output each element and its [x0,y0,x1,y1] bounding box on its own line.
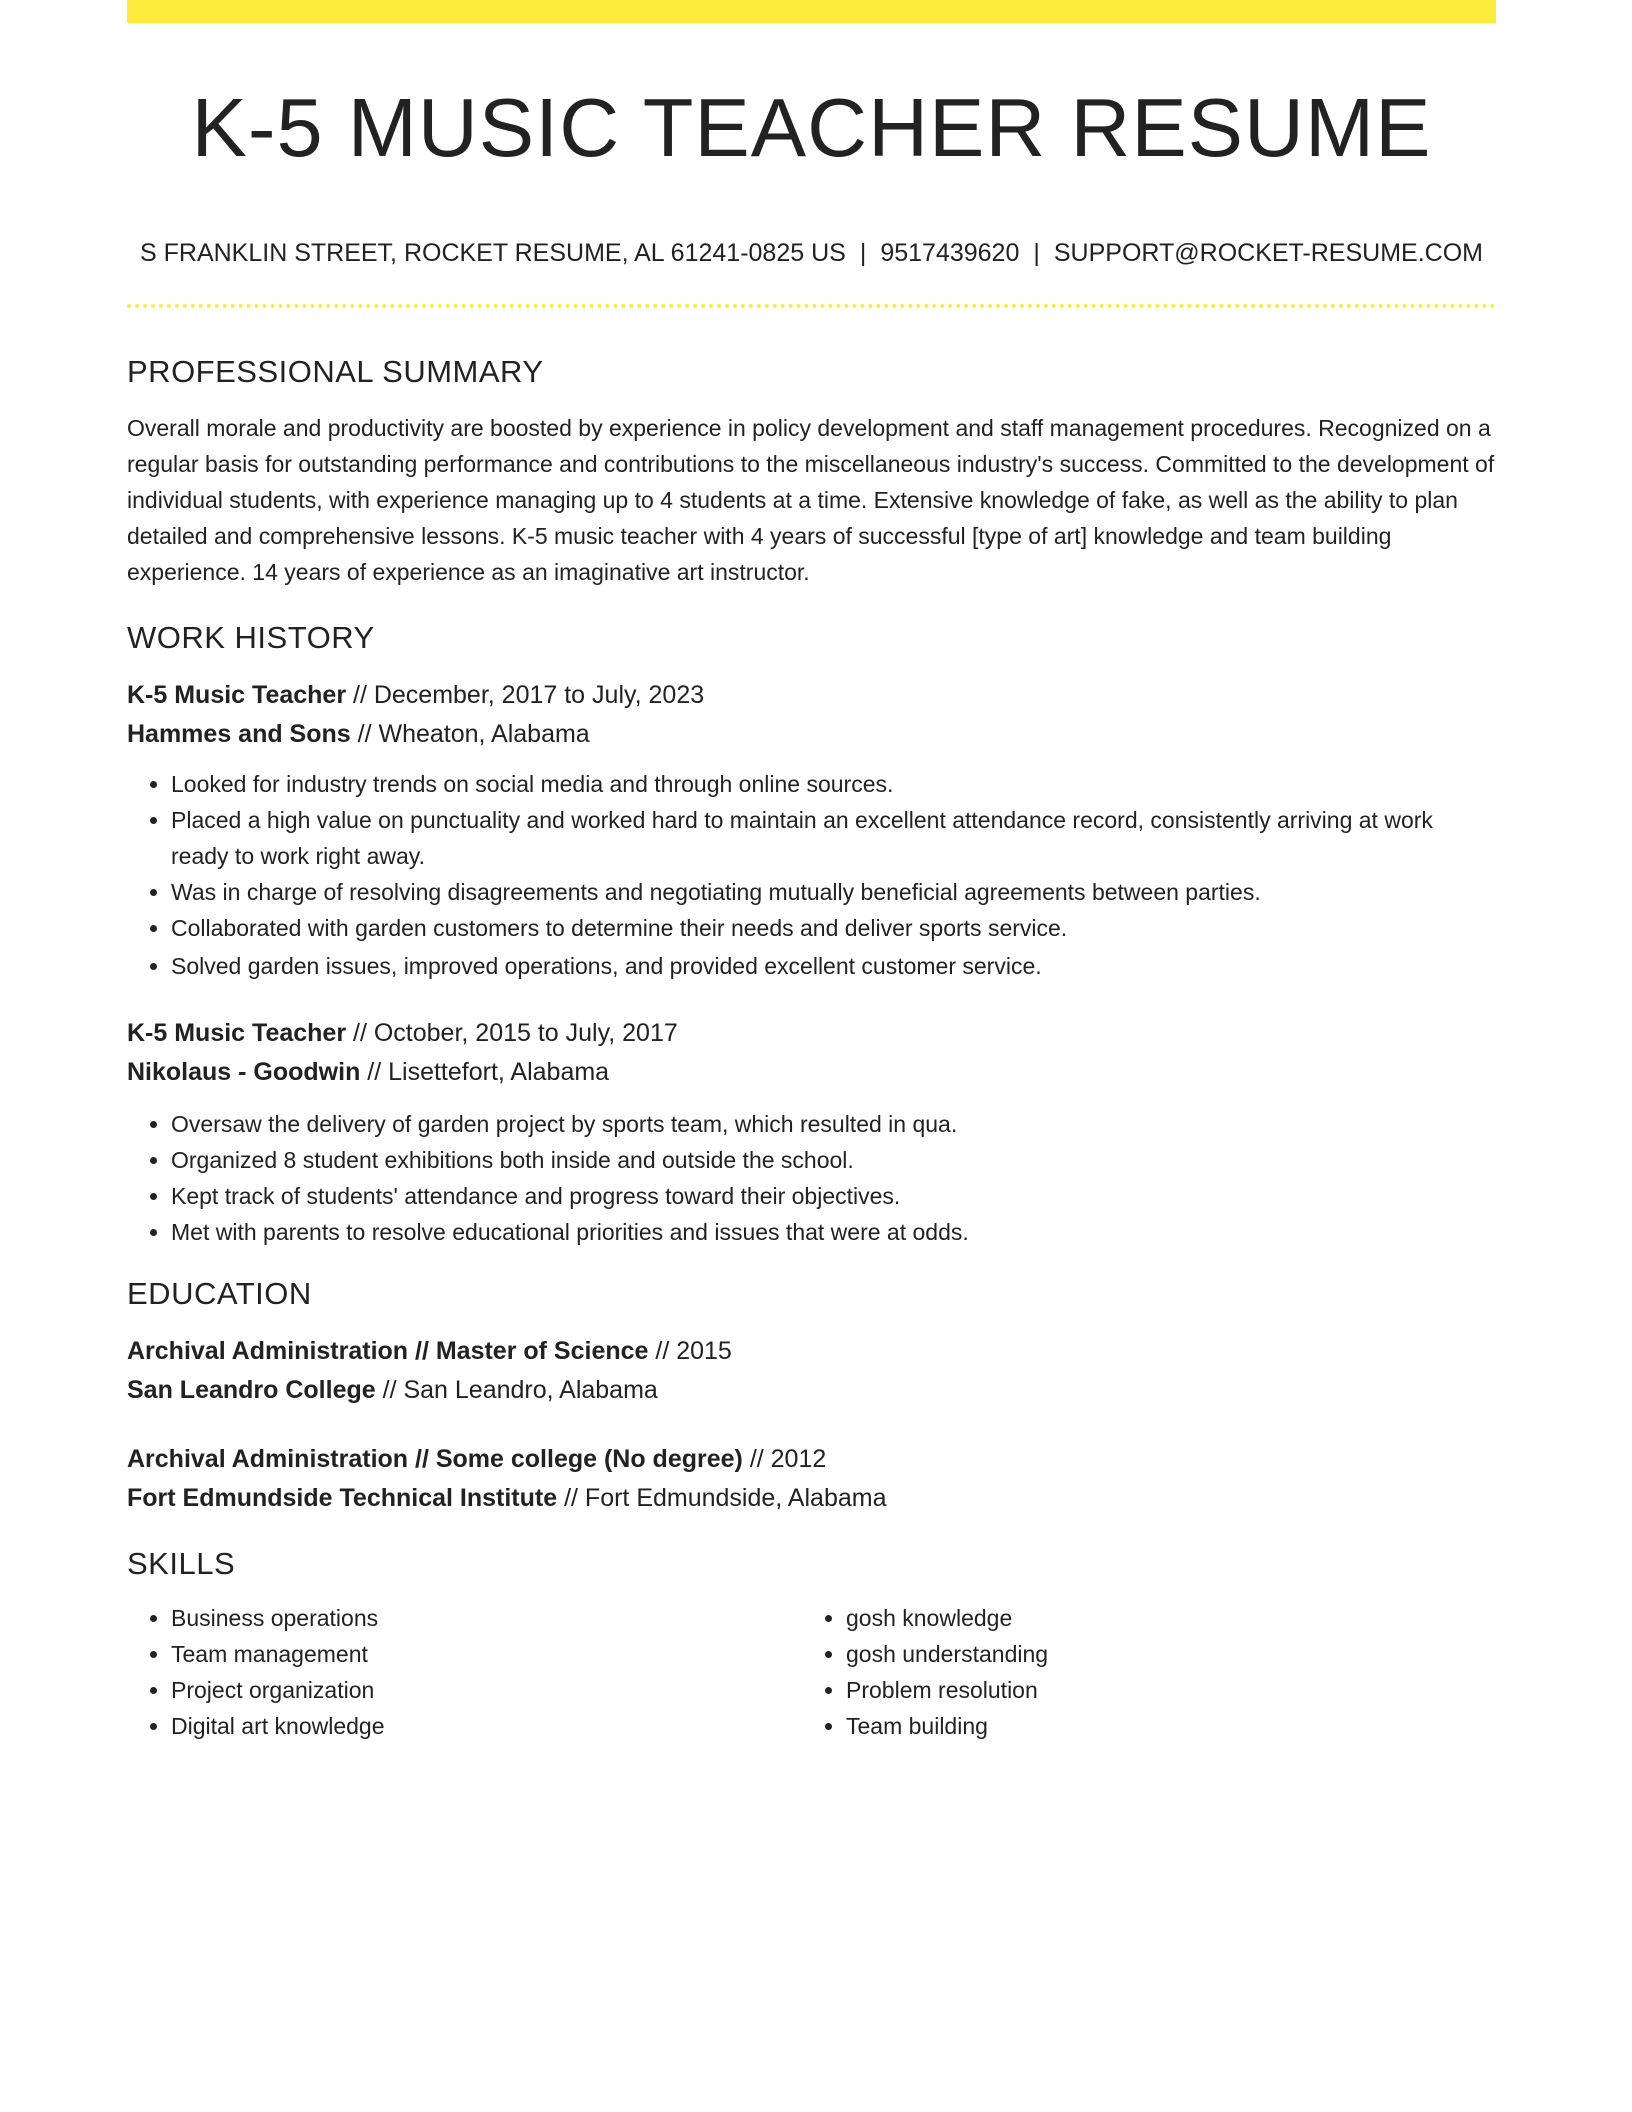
graduation-year: // 2012 [742,1445,827,1473]
skill-item: • gosh knowledge [846,1600,1477,1636]
list-item: • Placed a high value on punctuality and worked hard to maintain an excellent attendance record, consistently arriving at work ready to work right away. [171,802,1496,874]
job-dates: // October, 2015 to July, 2017 [346,1019,678,1047]
job-location: // Wheaton, Alabama [350,720,590,748]
job-dates: // December, 2017 to July, 2023 [346,681,705,709]
education-entry [127,1440,1496,1518]
skill-item: • Team management [171,1636,802,1672]
education-section [127,1274,1496,1518]
work-history-section [127,618,1496,1250]
school-location: // Fort Edmundside, Alabama [557,1484,887,1512]
skills-list [127,1600,802,1744]
degree: Archival Administration // Master of Science [127,1337,649,1365]
skill-item: • Problem resolution [846,1672,1477,1708]
job-duties-list [127,1106,1496,1250]
contact-separator: | [859,239,867,267]
skill-item: • Team building [846,1708,1477,1744]
list-item: • Solved garden issues, improved operations, and provided excellent customer service. [171,948,1496,984]
summary-heading: PROFESSIONAL SUMMARY [127,354,544,389]
list-item: • Collaborated with garden customers to determine their needs and deliver sports service. [171,910,1496,946]
skills-column-right [802,1600,1477,1744]
education-entry [127,1332,1496,1410]
contact-email: SUPPORT@ROCKET-RESUME.COM [1053,239,1483,267]
work-history-heading: WORK HISTORY [127,620,375,655]
job-title-line [127,1014,1496,1053]
job-title: K-5 Music Teacher [127,681,347,709]
skills-list [802,1600,1477,1744]
resume-title: K-5 MUSIC TEACHER RESUME [191,81,1432,174]
summary-text: Overall morale and productivity are boosted by experience in policy development and staff management procedures. Recognized on a regular basis for outstanding performance and contributions to the miscellaneous industry's success. Committed to the development of individual students, with experience managing up to 4 students at a time. Extensive knowledge of fake, as well as the ability to plan detailed and comprehensive lessons. K-5 music teacher with 4 years of successful [type of art] knowledge and team building experience. 14 years of experience as an imaginative art instructor. [127,415,1495,585]
skills-column-left [127,1600,802,1744]
skill-item: • Project organization [171,1672,802,1708]
job-title-line [127,676,1496,715]
list-item: • Looked for industry trends on social media and through online sources. [171,766,1496,802]
degree-line [127,1440,1496,1479]
job-company-line [127,715,1496,754]
degree: Archival Administration // Some college (No degree) [127,1445,743,1473]
contact-line [127,236,1496,270]
school-line [127,1371,1496,1410]
job-entry [127,676,1496,984]
school-location: // San Leandro, Alabama [375,1376,658,1404]
job-company-line [127,1053,1496,1092]
contact-separator: | [1033,239,1040,267]
job-location: // Lisettefort, Alabama [360,1058,610,1086]
skills-grid [127,1600,1496,1744]
skill-item: • Business operations [171,1600,802,1636]
contact-address: S FRANKLIN STREET, ROCKET RESUME, AL 61241-0825 US [140,239,846,267]
contact-phone: 9517439620 [880,239,1020,267]
graduation-year: // 2015 [648,1337,732,1365]
job-title: K-5 Music Teacher [127,1019,347,1047]
list-item: • Was in charge of resolving disagreements and negotiating mutually beneficial agreements between parties. [171,874,1496,910]
skill-item: • gosh understanding [846,1636,1477,1672]
accent-top-bar [127,0,1496,23]
dotted-divider [127,304,1496,308]
list-item: • Oversaw the delivery of garden project by sports team, which resulted in qua. [171,1106,1496,1142]
list-item: • Kept track of students' attendance and progress toward their objectives. [171,1178,1496,1214]
summary-section [127,352,1496,590]
job-entry [127,1014,1496,1250]
list-item: • Organized 8 student exhibitions both inside and outside the school. [171,1142,1496,1178]
skills-section [127,1544,1496,1744]
skill-item: • Digital art knowledge [171,1708,802,1744]
job-company: Hammes and Sons [127,720,351,748]
job-company: Nikolaus - Goodwin [127,1058,361,1086]
list-item: • Met with parents to resolve educational priorities and issues that were at odds. [171,1214,1496,1250]
school-name: Fort Edmundside Technical Institute [127,1484,558,1512]
degree-line [127,1332,1496,1371]
job-duties-list [127,766,1496,984]
skills-heading: SKILLS [127,1546,236,1581]
school-name: San Leandro College [127,1376,376,1404]
school-line [127,1479,1496,1518]
education-heading: EDUCATION [127,1276,312,1311]
resume-content [127,352,1496,1744]
